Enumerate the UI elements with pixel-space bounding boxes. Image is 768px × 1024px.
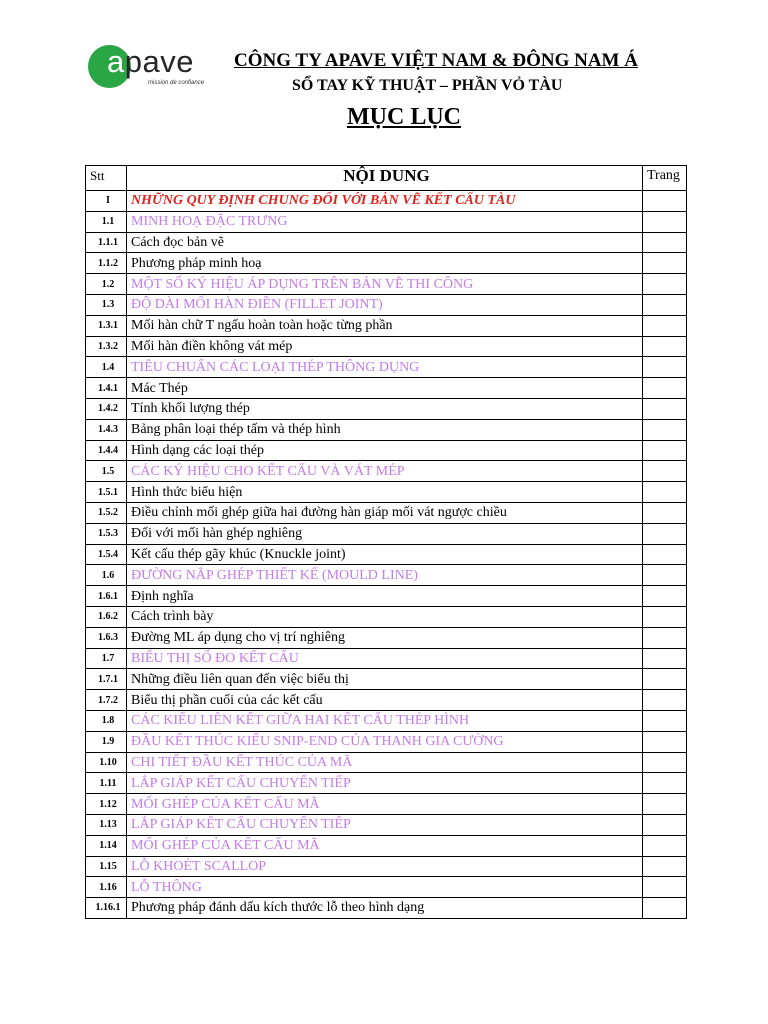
row-number: 1.7 bbox=[86, 648, 127, 669]
row-content: LỖ KHOÉT SCALLOP bbox=[127, 856, 643, 877]
row-content: Đường ML áp dụng cho vị trí nghiêng bbox=[127, 627, 643, 648]
table-row bbox=[86, 731, 687, 752]
row-page bbox=[643, 586, 687, 607]
table-row bbox=[86, 814, 687, 835]
table-row bbox=[86, 357, 687, 378]
row-page bbox=[643, 211, 687, 232]
row-number: 1.3.2 bbox=[86, 336, 127, 357]
row-page bbox=[643, 814, 687, 835]
row-number: 1.1.2 bbox=[86, 253, 127, 274]
table-row bbox=[86, 461, 687, 482]
row-page bbox=[643, 482, 687, 503]
row-content: Đối với mối hàn ghép nghiêng bbox=[127, 523, 643, 544]
row-content: MỐI GHÉP CỦA KẾT CẤU MÃ bbox=[127, 794, 643, 815]
row-content: MỐI GHÉP CỦA KẾT CẤU MÃ bbox=[127, 835, 643, 856]
row-number: 1.13 bbox=[86, 814, 127, 835]
row-content: CÁC KÝ HIỆU CHO KẾT CẤU VÀ VÁT MÉP bbox=[127, 461, 643, 482]
row-page bbox=[643, 502, 687, 523]
row-number: 1.4.4 bbox=[86, 440, 127, 461]
table-row bbox=[86, 773, 687, 794]
row-content: Bảng phân loại thép tấm và thép hình bbox=[127, 419, 643, 440]
row-number: 1.15 bbox=[86, 856, 127, 877]
row-number: 1.4.3 bbox=[86, 419, 127, 440]
company-name: CÔNG TY APAVE VIỆT NAM & ĐÔNG NAM Á bbox=[234, 50, 638, 71]
row-number: 1.7.2 bbox=[86, 690, 127, 711]
row-number: 1.6.1 bbox=[86, 586, 127, 607]
row-number: 1.4.2 bbox=[86, 398, 127, 419]
row-page bbox=[643, 898, 687, 919]
table-row bbox=[86, 606, 687, 627]
table-row bbox=[86, 877, 687, 898]
row-page bbox=[643, 690, 687, 711]
row-number: 1.16.1 bbox=[86, 898, 127, 919]
table-row bbox=[86, 752, 687, 773]
row-number: 1.3 bbox=[86, 294, 127, 315]
table-row bbox=[86, 274, 687, 295]
row-page bbox=[643, 191, 687, 212]
row-content: Hình dạng các loại thép bbox=[127, 440, 643, 461]
table-header-row bbox=[86, 166, 687, 191]
row-content: CHI TIẾT ĐẦU KẾT THÚC CỦA MÃ bbox=[127, 752, 643, 773]
table-row bbox=[86, 398, 687, 419]
table-row bbox=[86, 523, 687, 544]
row-content: Biểu thị phần cuối của các kết cấu bbox=[127, 690, 643, 711]
row-number: 1.4 bbox=[86, 357, 127, 378]
table-row bbox=[86, 669, 687, 690]
row-number: 1.12 bbox=[86, 794, 127, 815]
row-page bbox=[643, 378, 687, 399]
row-content: Mác Thép bbox=[127, 378, 643, 399]
table-row bbox=[86, 794, 687, 815]
row-content: ĐỘ DÀI MỐI HÀN ĐIỀN (FILLET JOINT) bbox=[127, 294, 643, 315]
row-page bbox=[643, 357, 687, 378]
row-content: Cách trình bày bbox=[127, 606, 643, 627]
row-page bbox=[643, 710, 687, 731]
row-number: 1.3.1 bbox=[86, 315, 127, 336]
table-row bbox=[86, 627, 687, 648]
row-content: Hình thức biểu hiện bbox=[127, 482, 643, 503]
table-row bbox=[86, 586, 687, 607]
row-number: 1.5 bbox=[86, 461, 127, 482]
table-row bbox=[86, 253, 687, 274]
row-number: 1.1 bbox=[86, 211, 127, 232]
table-row bbox=[86, 502, 687, 523]
row-content: Kết cấu thép gãy khúc (Knuckle joint) bbox=[127, 544, 643, 565]
row-content: Tính khối lượng thép bbox=[127, 398, 643, 419]
table-row bbox=[86, 856, 687, 877]
row-number: 1.2 bbox=[86, 274, 127, 295]
row-page bbox=[643, 877, 687, 898]
row-content: Phương pháp đánh dấu kích thước lỗ theo hình dạng bbox=[127, 898, 643, 919]
table-row bbox=[86, 294, 687, 315]
row-page bbox=[643, 669, 687, 690]
row-content: LẮP GIÁP KẾT CẤU CHUYỂN TIẾP bbox=[127, 773, 643, 794]
row-page bbox=[643, 606, 687, 627]
row-content: Cách đọc bản vẽ bbox=[127, 232, 643, 253]
table-row bbox=[86, 835, 687, 856]
row-page bbox=[643, 253, 687, 274]
row-number: 1.5.2 bbox=[86, 502, 127, 523]
table-row bbox=[86, 544, 687, 565]
header-content: NỘI DUNG bbox=[127, 166, 643, 191]
row-content: Mối hàn điền không vát mép bbox=[127, 336, 643, 357]
row-page bbox=[643, 336, 687, 357]
row-number: 1.7.1 bbox=[86, 669, 127, 690]
row-page bbox=[643, 544, 687, 565]
row-page bbox=[643, 627, 687, 648]
table-row bbox=[86, 419, 687, 440]
row-number: 1.4.1 bbox=[86, 378, 127, 399]
row-content: ĐẦU KẾT THÚC KIỂU SNIP-END CỦA THANH GIA CƯỜNG bbox=[127, 731, 643, 752]
row-page bbox=[643, 440, 687, 461]
document-subtitle: SỔ TAY KỸ THUẬT – PHẦN VỎ TÀU bbox=[292, 77, 563, 94]
row-number: 1.5.4 bbox=[86, 544, 127, 565]
row-number: 1.6.2 bbox=[86, 606, 127, 627]
row-page bbox=[643, 835, 687, 856]
row-content: TIÊU CHUẨN CÁC LOẠI THÉP THÔNG DỤNG bbox=[127, 357, 643, 378]
row-number: 1.8 bbox=[86, 710, 127, 731]
row-content: Mối hàn chữ T ngấu hoàn toàn hoặc từng phần bbox=[127, 315, 643, 336]
table-of-contents bbox=[85, 165, 687, 919]
row-number: 1.6.3 bbox=[86, 627, 127, 648]
row-page bbox=[643, 294, 687, 315]
row-number: I bbox=[86, 191, 127, 212]
row-content: LẮP GIÁP KẾT CẤU CHUYỂN TIẾP bbox=[127, 814, 643, 835]
row-page bbox=[643, 398, 687, 419]
row-number: 1.5.3 bbox=[86, 523, 127, 544]
row-page bbox=[643, 648, 687, 669]
header-stt: Stt bbox=[86, 166, 127, 191]
row-content: Điều chỉnh mối ghép giữa hai đường hàn giáp mối vát ngược chiều bbox=[127, 502, 643, 523]
row-number: 1.6 bbox=[86, 565, 127, 586]
row-page bbox=[643, 315, 687, 336]
row-page bbox=[643, 523, 687, 544]
row-page bbox=[643, 232, 687, 253]
table-row bbox=[86, 440, 687, 461]
row-page bbox=[643, 461, 687, 482]
logo-tagline: mission de confiance bbox=[148, 80, 205, 86]
row-number: 1.11 bbox=[86, 773, 127, 794]
table-row bbox=[86, 898, 687, 919]
table-row bbox=[86, 648, 687, 669]
row-content: Những điều liên quan đến việc biểu thị bbox=[127, 669, 643, 690]
row-number: 1.1.1 bbox=[86, 232, 127, 253]
row-page bbox=[643, 274, 687, 295]
table-row bbox=[86, 690, 687, 711]
table-row bbox=[86, 482, 687, 503]
row-content: BIỂU THỊ SỐ ĐO KẾT CẤU bbox=[127, 648, 643, 669]
row-content: LỖ THÔNG bbox=[127, 877, 643, 898]
row-number: 1.9 bbox=[86, 731, 127, 752]
row-page bbox=[643, 565, 687, 586]
table-row bbox=[86, 315, 687, 336]
table-row bbox=[86, 191, 687, 212]
header-page: Trang bbox=[643, 166, 687, 191]
table-row bbox=[86, 336, 687, 357]
row-content: Phương pháp minh hoạ bbox=[127, 253, 643, 274]
row-content: MỘT SỐ KÝ HIỆU ÁP DỤNG TRÊN BẢN VẼ THI CÔNG bbox=[127, 274, 643, 295]
row-content: ĐƯỜNG NẮP GHÉP THIẾT KẾ (MOULD LINE) bbox=[127, 565, 643, 586]
table-row bbox=[86, 565, 687, 586]
row-page bbox=[643, 731, 687, 752]
row-page bbox=[643, 794, 687, 815]
table-row bbox=[86, 378, 687, 399]
table-row bbox=[86, 211, 687, 232]
row-page bbox=[643, 419, 687, 440]
row-number: 1.16 bbox=[86, 877, 127, 898]
apave-logo bbox=[88, 45, 228, 91]
row-content: CÁC KIỂU LIÊN KẾT GIỮA HAI KẾT CẤU THÉP HÌNH bbox=[127, 710, 643, 731]
table-row bbox=[86, 710, 687, 731]
row-page bbox=[643, 752, 687, 773]
row-page bbox=[643, 856, 687, 877]
row-content: MINH HOẠ ĐẶC TRƯNG bbox=[127, 211, 643, 232]
row-number: 1.10 bbox=[86, 752, 127, 773]
page-title: MỤC LỤC bbox=[347, 104, 461, 130]
row-number: 1.14 bbox=[86, 835, 127, 856]
row-number: 1.5.1 bbox=[86, 482, 127, 503]
logo-wordmark: apave bbox=[107, 44, 194, 79]
table-row bbox=[86, 232, 687, 253]
table-body bbox=[86, 191, 687, 919]
row-page bbox=[643, 773, 687, 794]
row-content: Định nghĩa bbox=[127, 586, 643, 607]
row-content: NHỮNG QUY ĐỊNH CHUNG ĐỐI VỚI BẢN VẼ KẾT CẤU TÀU bbox=[127, 191, 643, 212]
